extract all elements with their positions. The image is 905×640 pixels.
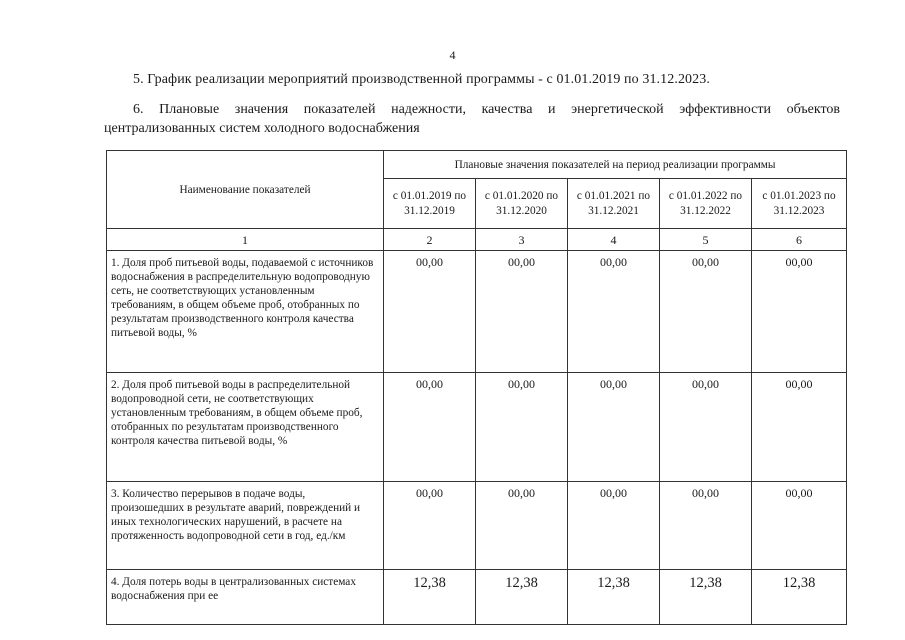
- table-row: [107, 570, 847, 625]
- indicator-value: 12,38: [752, 570, 847, 625]
- indicator-value: 12,38: [660, 570, 752, 625]
- header-period-2021: с 01.01.2021 по 31.12.2021: [568, 179, 660, 229]
- table-row: [107, 373, 847, 482]
- header-indicator-name: Наименование показателей: [107, 151, 384, 229]
- indicator-name: 1. Доля проб питьевой воды, подаваемой с источников водоснабжения в распределительную водопроводную сеть, не соответствующих установленным требованиям, в общем объеме проб, отобранных по результатам производственного контроля качества питьевой воды, %: [107, 251, 384, 373]
- table-row: [107, 482, 847, 570]
- column-number: 6: [752, 229, 847, 251]
- header-period-2020: с 01.01.2020 по 31.12.2020: [476, 179, 568, 229]
- indicator-value: 00,00: [660, 373, 752, 482]
- indicator-name: 2. Доля проб питьевой воды в распределительной водопроводной сети, не соответствующих установленным требованиям, в общем объеме проб, отобранных по результатам производственного контроля качества питьевой воды, %: [107, 373, 384, 482]
- column-number-row: [107, 229, 847, 251]
- indicator-value: 00,00: [752, 251, 847, 373]
- header-period-2023: с 01.01.2023 по 31.12.2023: [752, 179, 847, 229]
- column-number: 1: [107, 229, 384, 251]
- indicator-value: 12,38: [384, 570, 476, 625]
- column-number: 2: [384, 229, 476, 251]
- indicator-value: 00,00: [476, 482, 568, 570]
- indicator-value: 12,38: [476, 570, 568, 625]
- indicator-value: 12,38: [568, 570, 660, 625]
- indicators-table: [106, 150, 847, 625]
- indicator-value: 00,00: [660, 482, 752, 570]
- indicator-value: 00,00: [476, 251, 568, 373]
- indicator-value: 00,00: [660, 251, 752, 373]
- indicator-value: 00,00: [568, 373, 660, 482]
- indicator-value: 00,00: [568, 251, 660, 373]
- section-5-paragraph: 5. График реализации мероприятий производственной программы - с 01.01.2019 по 31.12.2023.: [133, 72, 710, 87]
- indicator-value: 00,00: [752, 373, 847, 482]
- indicator-value: 00,00: [476, 373, 568, 482]
- indicator-value: 00,00: [384, 482, 476, 570]
- column-number: 3: [476, 229, 568, 251]
- indicator-name: 4. Доля потерь воды в централизованных системах водоснабжения при ее: [107, 570, 384, 625]
- header-planned-values: Плановые значения показателей на период реализации программы: [384, 151, 847, 179]
- indicator-name: 3. Количество перерывов в подаче воды, произошедших в результате аварий, повреждений и иных технологических нарушений, в расчете на протяженность водопроводной сети в год, ед./км: [107, 482, 384, 570]
- indicator-value: 00,00: [752, 482, 847, 570]
- column-number: 5: [660, 229, 752, 251]
- column-number: 4: [568, 229, 660, 251]
- section-6-paragraph: 6. Плановые значения показателей надежности, качества и энергетической эффективности объектов централизованных систем холодного водоснабжения: [104, 102, 840, 136]
- indicator-value: 00,00: [384, 373, 476, 482]
- indicator-value: 00,00: [384, 251, 476, 373]
- page-number: 4: [449, 48, 456, 62]
- header-period-2022: с 01.01.2022 по 31.12.2022: [660, 179, 752, 229]
- indicator-value: 00,00: [568, 482, 660, 570]
- header-period-2019: с 01.01.2019 по 31.12.2019: [384, 179, 476, 229]
- table-row: [107, 251, 847, 373]
